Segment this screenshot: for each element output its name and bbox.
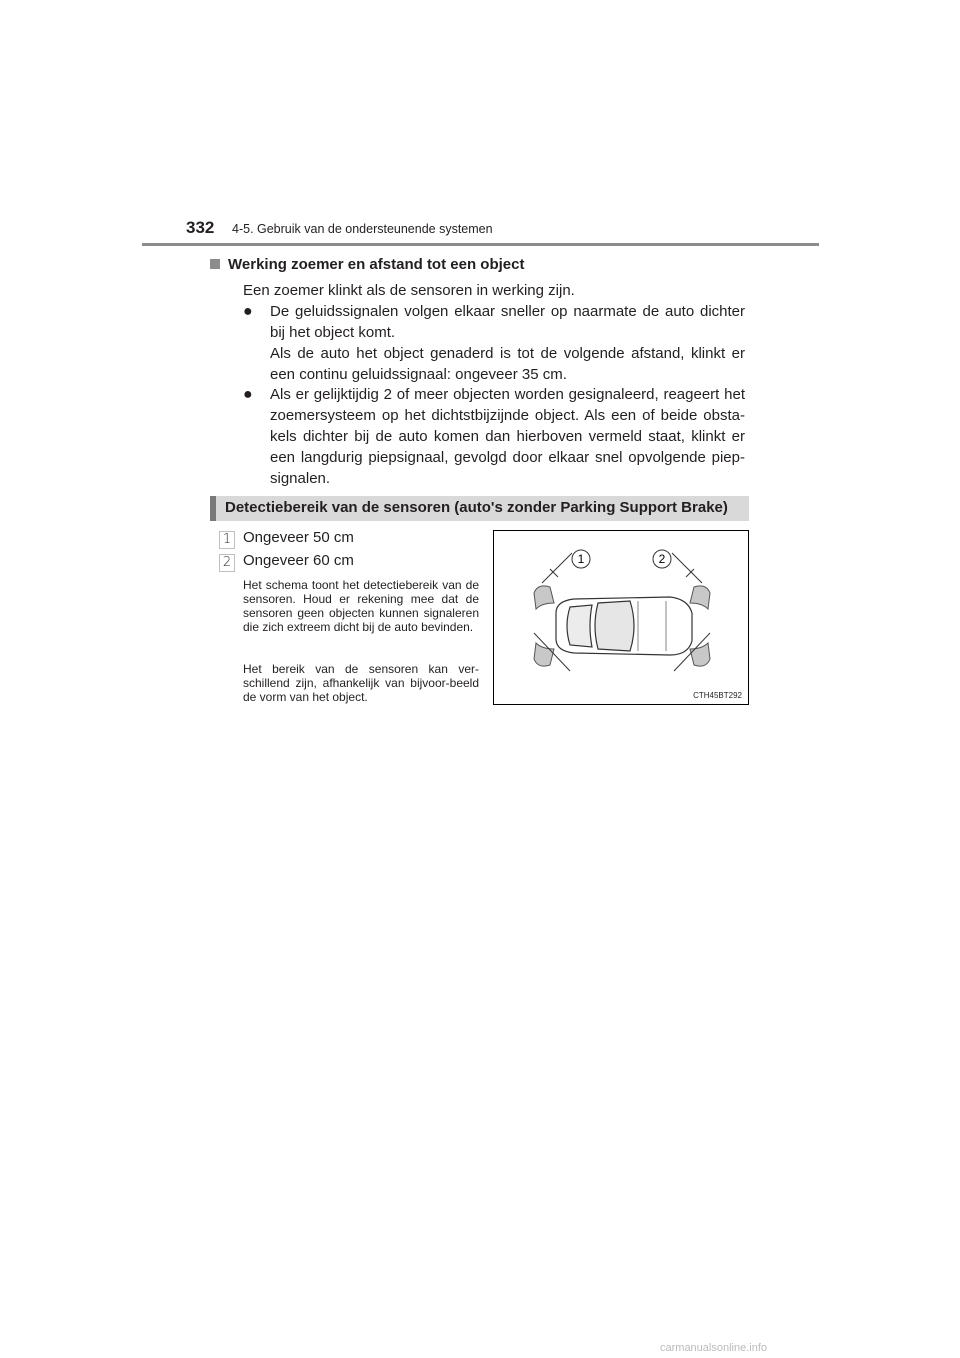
bullet-dot-icon: ● [243, 303, 253, 320]
intro-paragraph: Een zoemer klinkt als de sensoren in werking zijn. [243, 282, 575, 299]
sensor-zone-front-left [534, 586, 554, 609]
bullet-text: De geluidssignalen volgen elkaar sneller op naarmate de auto dichter bij het object komt. [270, 303, 745, 341]
detection-heading-box [210, 496, 749, 521]
page-number: 332 [186, 218, 215, 237]
heading-accent-bar [210, 496, 216, 521]
car-sensor-diagram [494, 531, 748, 704]
bullet-extra-text: Als de auto het object genaderd is tot de volgende afstand, klinkt er een continu geluidssignaal: ongeveer 35 cm. [270, 345, 745, 383]
chapter-title: 4-5. Gebruik van de ondersteunende systemen [232, 222, 493, 236]
note-paragraph: Het schema toont het detectiebereik van de sensoren. Houd er rekening mee dat de sensoren geen objecten kunnen signaleren die zich extreem dicht bij de auto bevinden. [243, 578, 479, 634]
bullet-item [243, 384, 745, 489]
sensor-range-figure [493, 530, 749, 705]
section-heading [210, 256, 524, 273]
item-text-2: Ongeveer 60 cm [243, 552, 354, 569]
note-paragraph: Het bereik van de sensoren kan ver-schillend zijn, afhankelijk van bijvoor-beeld de vorm van het object. [243, 662, 479, 704]
sensor-zone-rear-left [534, 643, 554, 666]
callout-label-2: 2 [658, 552, 666, 566]
car-top-view [556, 597, 692, 655]
sensor-zone-rear-right [690, 643, 710, 666]
figure-code: CTH45BT292 [693, 691, 742, 700]
header-rule [142, 243, 819, 246]
detection-heading: Detectiebereik van de sensoren (auto's zonder Parking Support Brake) [225, 499, 728, 516]
bullet-item [243, 301, 745, 385]
callout-label-1: 1 [577, 552, 585, 566]
square-bullet-icon [210, 259, 220, 269]
item-text-1: Ongeveer 50 cm [243, 529, 354, 546]
bullet-text: Als er gelijktijdig 2 of meer objecten worden gesignaleerd, reageert het zoemersysteem op het dichtstbijzijnde object. Als een of beide obsta-kels dichter bij de auto komen dan hierboven vermeld staat, klinkt er een langdurig piepsignaal, gevolgd door elkaar snel opvolgende piep-signalen. [270, 386, 745, 487]
bullet-dot-icon: ● [243, 386, 253, 403]
sensor-zone-front-right [690, 586, 710, 609]
footer-watermark: carmanualsonline.info [660, 1342, 768, 1354]
section-heading-text: Werking zoemer en afstand tot een object [228, 256, 525, 273]
item-number-1: 1 [219, 528, 235, 549]
item-number-2: 2 [219, 551, 235, 572]
